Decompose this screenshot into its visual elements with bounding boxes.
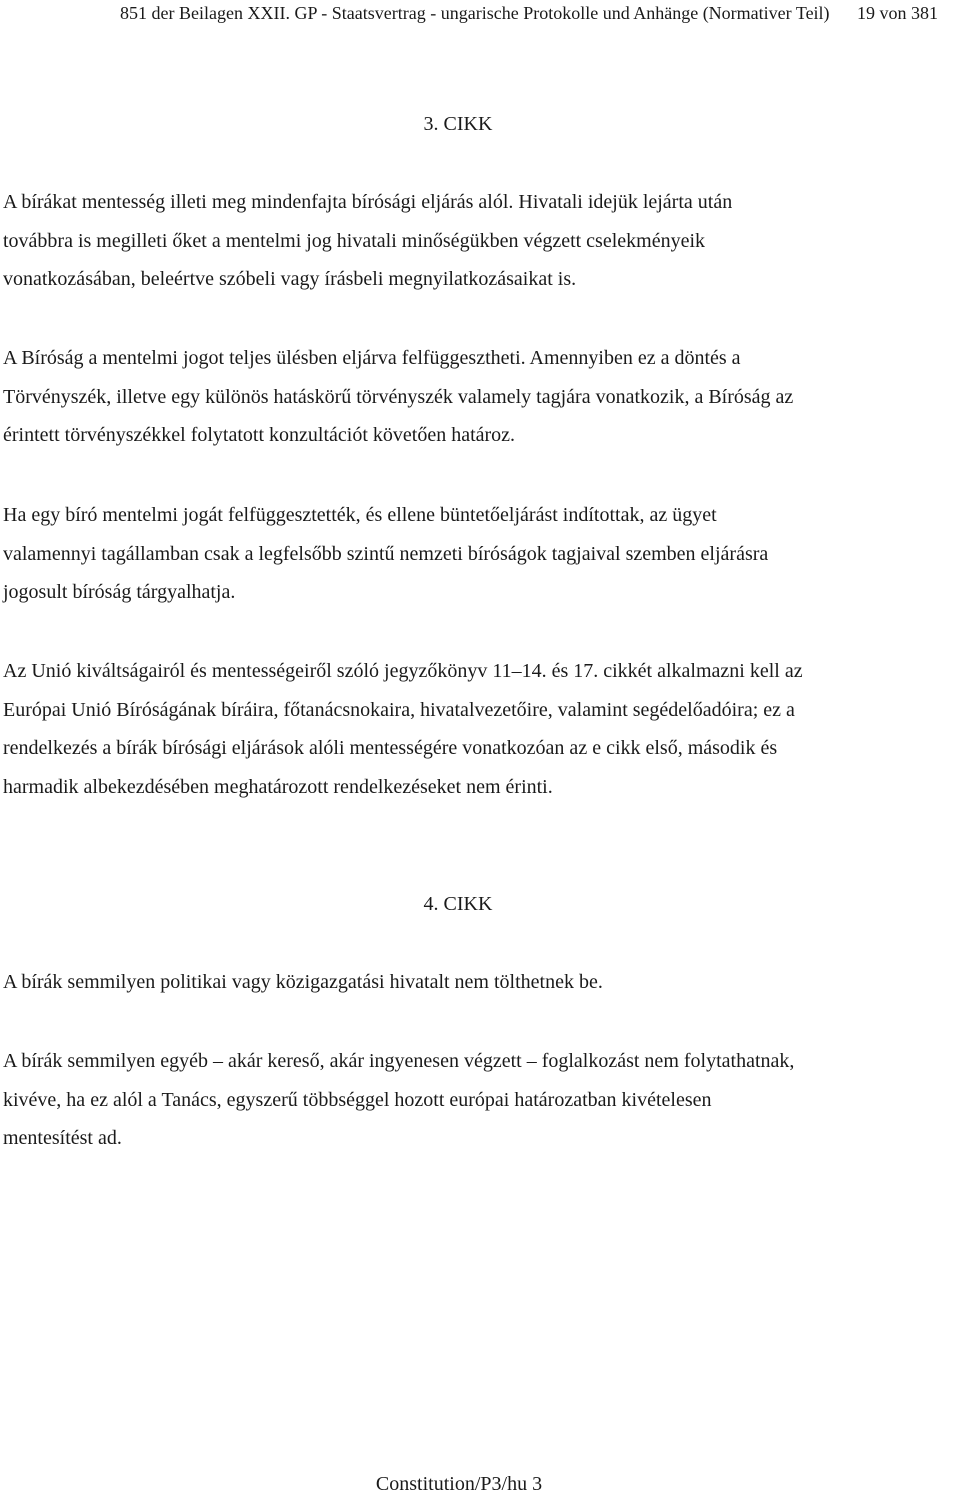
paragraph-political-office — [3, 963, 923, 1002]
document-header-title: 851 der Beilagen XXII. GP - Staatsvertrag - ungarische Protokolle und Anhänge (Normativer Teil) — [120, 3, 830, 23]
text-line: valamennyi tagállamban csak a legfelsőbb szintű nemzeti bíróságok tagjaival szemben eljárásra — [3, 542, 769, 565]
text-line: Európai Unió Bíróságának bíráira, főtanácsnokaira, hivatalvezetőire, valamint segédelőadóira; ez a — [3, 698, 795, 721]
text-line: továbbra is megilleti őket a mentelmi jog hivatali minőségükben végzett cselekményeik — [3, 229, 706, 252]
text-line: A bírákat mentesség illeti meg mindenfajta bírósági eljárás alól. Hivatali idejük lejárta után — [3, 191, 733, 213]
text-line: A Bíróság a mentelmi jogot teljes ülésben eljárva felfüggesztheti. Amennyiben ez a döntés a — [3, 347, 741, 369]
text-line: harmadik albekezdésében meghatározott rendelkezéseket nem érinti. — [3, 775, 553, 798]
text-line: Ha egy bíró mentelmi jogát felfüggesztették, és ellene büntetőeljárást indítottak, az ügyet — [3, 504, 717, 526]
text-line: A bírák semmilyen politikai vagy közigazgatási hivatalt nem tölthetnek be. — [3, 971, 603, 993]
text-line: jogosult bíróság tárgyalhatja. — [3, 581, 236, 603]
section-heading-4-cikk: 4. CIKK — [423, 893, 493, 915]
text-line: Az Unió kiváltságairól és mentességeiről szóló jegyzőkönyv 11–14. és 17. cikkét alkalmazni kell az — [3, 660, 803, 682]
paragraph-other-occupation — [3, 1042, 923, 1158]
text-line: érintett törvényszékkel folytatott konzultációt követően határoz. — [3, 424, 516, 446]
section-heading-3-cikk: 3. CIKK — [423, 113, 493, 135]
paragraph-waiver — [3, 339, 923, 455]
text-line: Törvényszék, illetve egy különös hatáskörű törvényszék valamely tagjára vonatkozik, a Bíróság az — [3, 385, 794, 408]
document-footer: Constitution/P3/hu 3 — [375, 1473, 543, 1495]
paragraph-protocol-application — [3, 652, 923, 806]
text-line: kivéve, ha ez alól a Tanács, egyszerű többséggel hozott európai határozatban kivételesen — [3, 1088, 712, 1111]
document-page-number: 19 von 381 — [857, 3, 938, 23]
text-line: mentesítést ad. — [3, 1127, 122, 1149]
paragraph-criminal-proceedings — [3, 496, 923, 612]
text-line: rendelkezés a bírák bírósági eljárások alóli mentességére vonatkozóan az e cikk első, második és — [3, 737, 778, 759]
text-line: vonatkozásában, beleértve szóbeli vagy írásbeli megnyilatkozásaikat is. — [3, 268, 577, 290]
paragraph-immunity — [3, 183, 923, 299]
text-line: A bírák semmilyen egyéb – akár kereső, akár ingyenesen végzett – foglalkozást nem folytathatnak, — [3, 1050, 795, 1072]
